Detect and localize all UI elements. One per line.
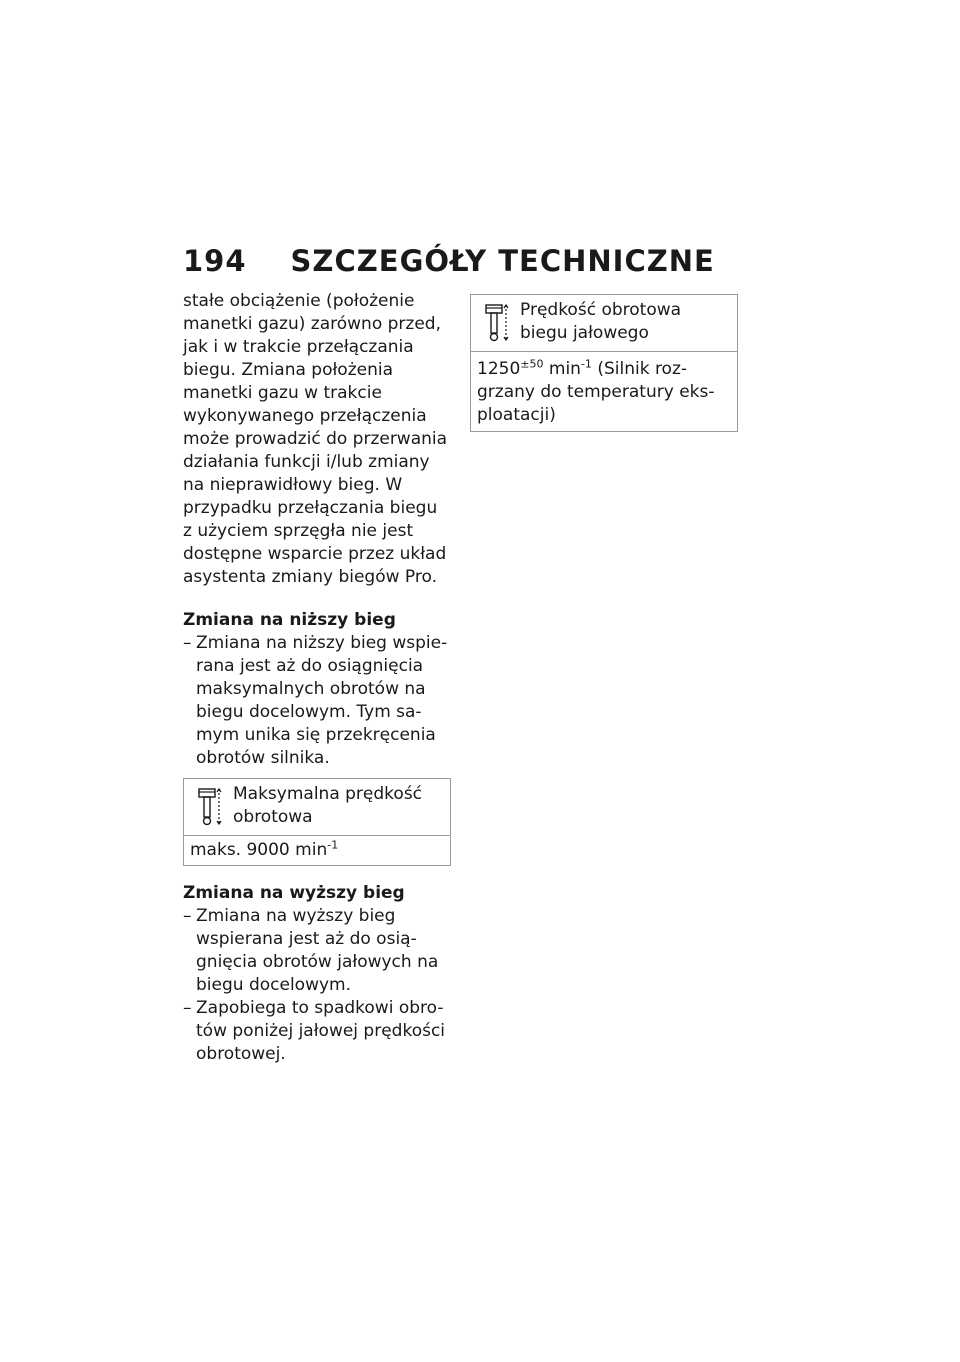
spec-label-line: obrotowa xyxy=(233,807,313,827)
spec-label-line: biegu jałowego xyxy=(520,323,649,343)
intro-line: stałe obciążenie (położenie xyxy=(183,291,415,311)
downshift-heading: Zmiana na niższy bieg xyxy=(183,610,396,630)
page-header xyxy=(183,244,715,278)
intro-line: na nieprawidłowy bieg. W xyxy=(183,475,403,495)
max-speed-spec-box xyxy=(183,778,451,866)
spec-label-line: Prędkość obrotowa xyxy=(520,300,682,320)
page-number: 194 xyxy=(183,244,247,278)
spec-value-note: grzany do temperatury eks- xyxy=(477,382,715,402)
list-item: – Zmiana na niższy bieg wspie- rana jest aż do osiągnięcia maksymalnych obrotów na biegu docelowym. Tym sa- mym unika się przekręcenia obrotów silnika. xyxy=(183,632,451,770)
list-item: – Zmiana na wyższy bieg wspierana jest aż do osią- gnięcia obrotów jałowych na biegu docelowym. xyxy=(183,905,451,997)
intro-line: wykonywanego przełączenia xyxy=(183,406,427,426)
intro-line: przypadku przełączania biegu xyxy=(183,498,438,518)
spec-value-note: (Silnik roz- xyxy=(591,359,688,379)
spec-value-exponent: -1 xyxy=(580,357,592,371)
intro-line: z użyciem sprzęgła nie jest xyxy=(183,521,414,541)
engine-speed-icon xyxy=(198,787,222,827)
spec-value-unit: min xyxy=(543,359,581,379)
upshift-heading: Zmiana na wyższy bieg xyxy=(183,883,405,903)
spec-value-exponent: -1 xyxy=(327,838,339,852)
intro-line: manetki gazu) zarówno przed, xyxy=(183,314,441,334)
idle-speed-spec-box xyxy=(470,294,738,432)
spec-value-tolerance: ±50 xyxy=(520,357,544,371)
intro-line: może prowadzić do przerwania xyxy=(183,429,448,449)
spec-value xyxy=(471,352,737,431)
intro-line: manetki gazu w trakcie xyxy=(183,383,382,403)
intro-paragraph xyxy=(183,290,451,589)
spec-value-text: maks. 9000 min xyxy=(190,840,328,860)
downshift-list xyxy=(183,632,451,770)
spec-header xyxy=(184,779,450,836)
intro-line: biegu. Zmiana położenia xyxy=(183,360,394,380)
spec-value-note: ploatacji) xyxy=(477,405,556,425)
intro-line: działania funkcji i/lub zmiany xyxy=(183,452,430,472)
engine-speed-icon xyxy=(485,303,509,343)
spec-label-line: Maksymalna prędkość xyxy=(233,784,423,804)
spec-header xyxy=(471,295,737,352)
upshift-list xyxy=(183,905,451,1066)
spec-value xyxy=(184,836,450,865)
intro-line: jak i w trakcie przełączania xyxy=(183,337,414,357)
list-item: – Zapobiega to spadkowi obro- tów poniżej jałowej prędkości obrotowej. xyxy=(183,997,451,1066)
intro-line: dostępne wsparcie przez układ xyxy=(183,544,447,564)
intro-line: asystenta zmiany biegów Pro. xyxy=(183,567,437,587)
page-title: SZCZEGÓŁY TECHNICZNE xyxy=(290,244,715,278)
left-column-lower xyxy=(183,882,451,1066)
spec-value-number: 1250 xyxy=(477,359,521,379)
left-column xyxy=(183,290,451,770)
